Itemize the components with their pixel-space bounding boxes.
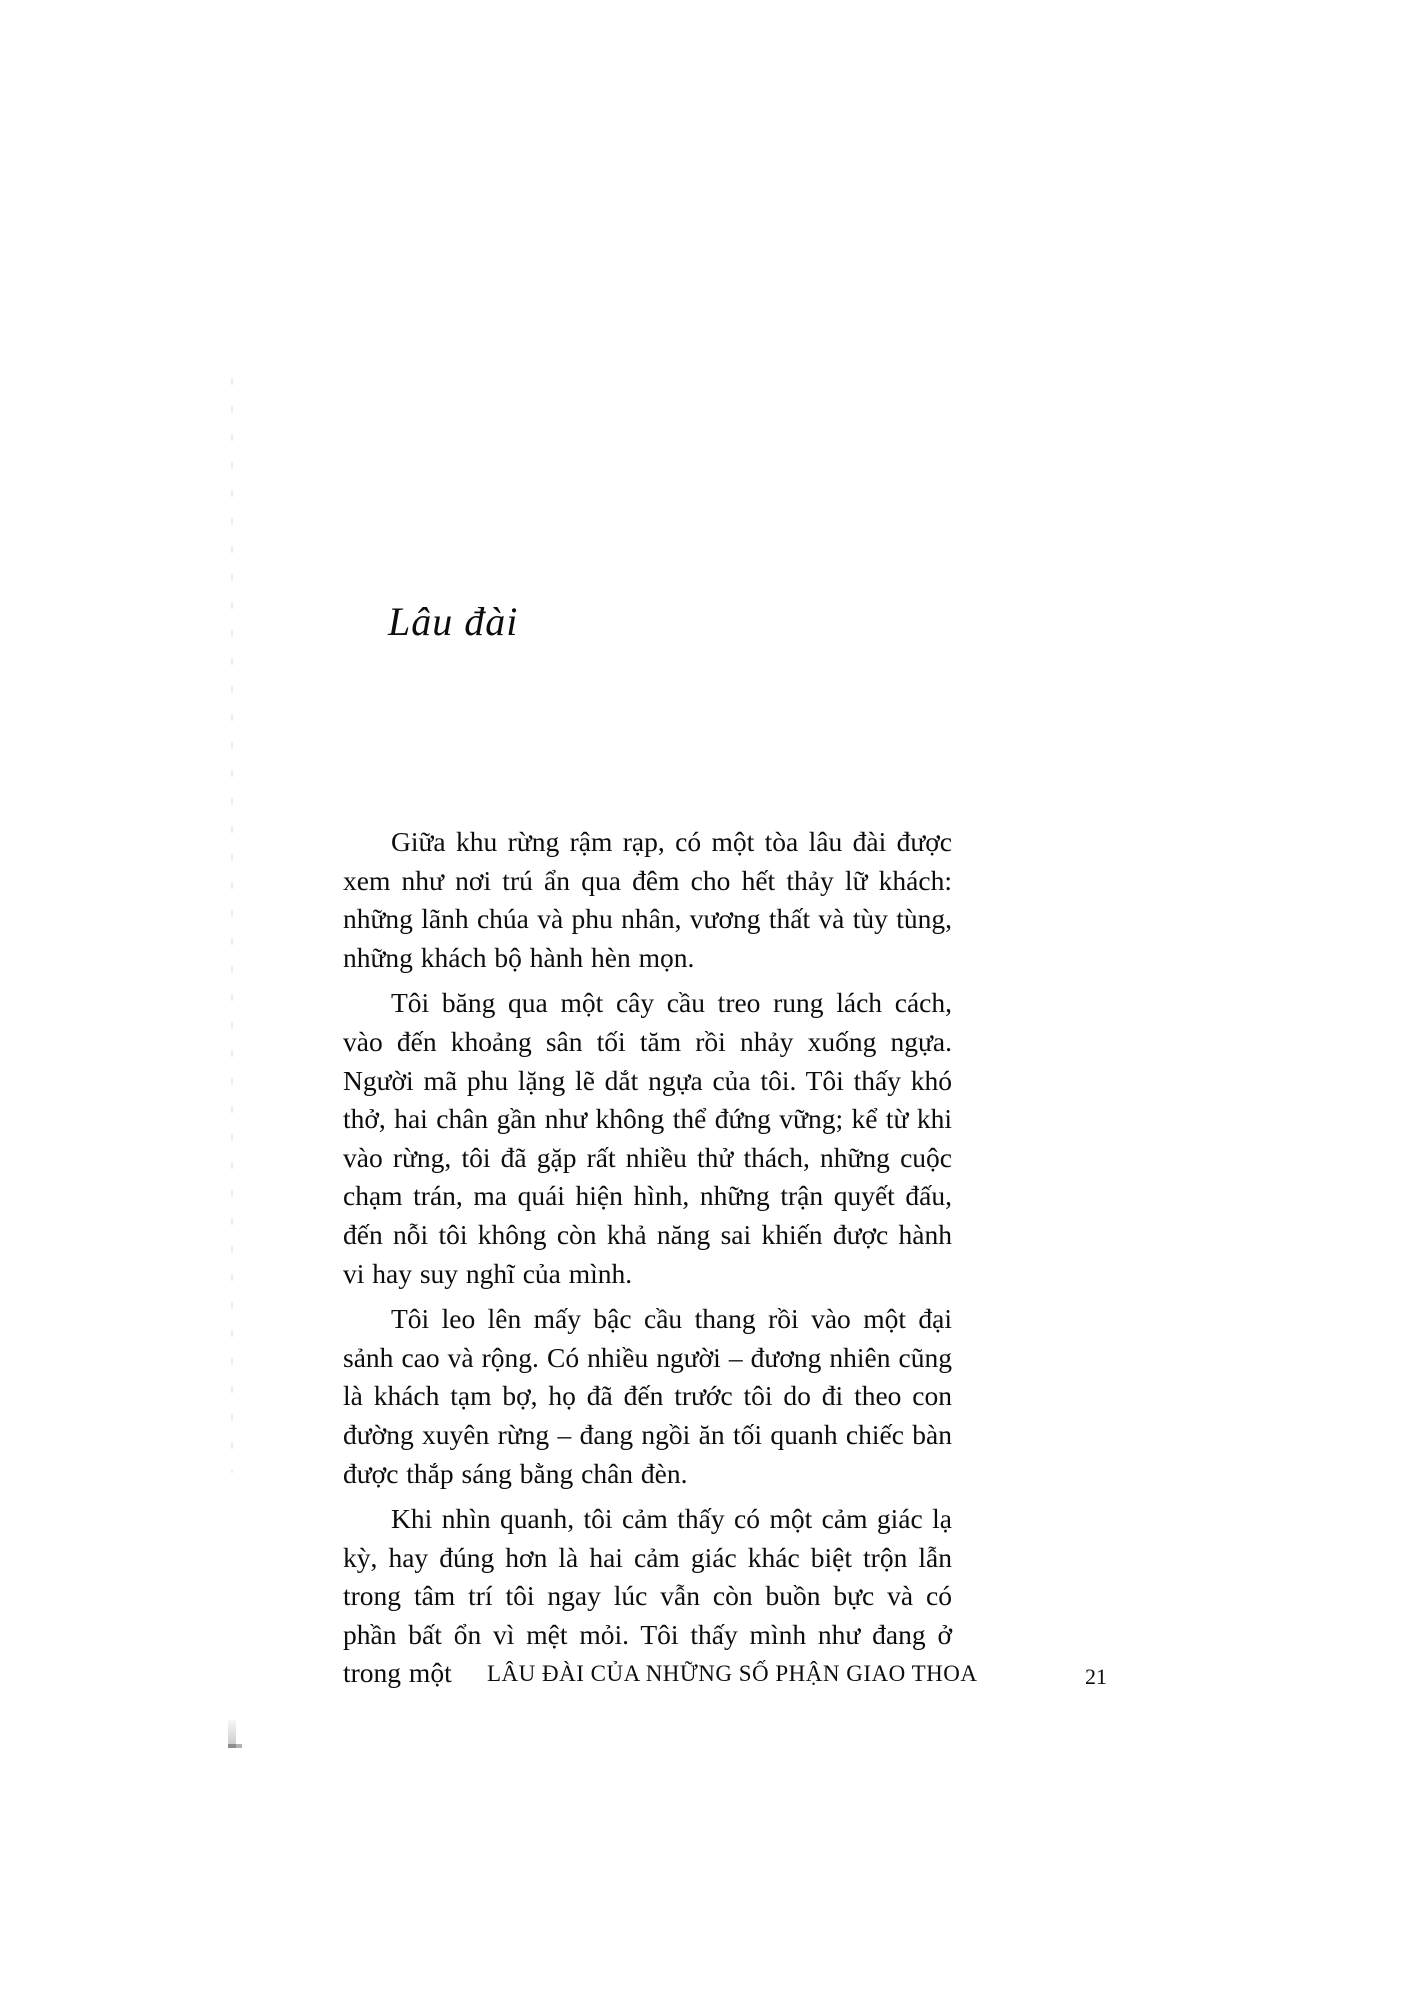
scan-artifact-gutter-line <box>231 378 233 1473</box>
scan-artifact-smudge <box>228 1720 236 1748</box>
body-paragraph: Tôi băng qua một cây cầu treo rung lách cách, vào đến khoảng sân tối tăm rồi nhảy xuống ngựa. Người mã phu lặng lẽ dắt ngựa của tôi. Tôi thấy khó thở, hai chân gần như không thể đứng vững; kể từ khi vào rừng, tôi đã gặp rất nhiều thử thách, những cuộc chạm trán, ma quái hiện hình, những trận quyết đấu, đến nỗi tôi không còn khả năng sai khiến được hành vi hay suy nghĩ của mình. <box>343 987 952 1289</box>
footer-running-title: LÂU ĐÀI CỦA NHỮNG SỐ PHẬN GIAO THOA <box>487 1661 978 1686</box>
body-paragraph: Khi nhìn quanh, tôi cảm thấy có một cảm giác lạ kỳ, hay đúng hơn là hai cảm giác khác biệt trộn lẫn trong tâm trí tôi ngay lúc vẫn còn buồn bực và có phần bất ổn vì mệt mỏi. Tôi thấy mình như đang ở trong một <box>343 1503 952 1689</box>
page-number: 21 <box>1085 1664 1107 1689</box>
body-paragraph: Giữa khu rừng rậm rạp, có một tòa lâu đài được xem như nơi trú ẩn qua đêm cho hết thảy lữ khách: những lãnh chúa và phu nhân, vương thất và tùy tùng, những khách bộ hành hèn mọn. <box>343 826 952 973</box>
body-paragraph: Tôi leo lên mấy bậc cầu thang rồi vào một đại sảnh cao và rộng. Có nhiều người – đương nhiên cũng là khách tạm bợ, họ đã đến trước tôi do đi theo con đường xuyên rừng – đang ngồi ăn tối quanh chiếc bàn được thắp sáng bằng chân đèn. <box>343 1303 952 1489</box>
chapter-title: Lâu đài <box>388 599 519 644</box>
body-text-column <box>343 823 952 1700</box>
